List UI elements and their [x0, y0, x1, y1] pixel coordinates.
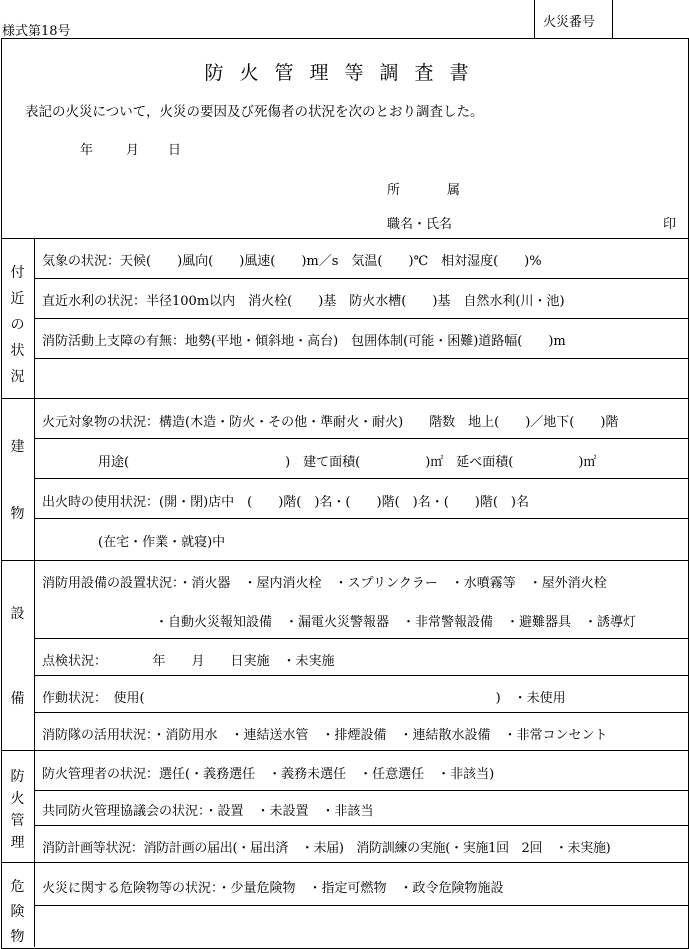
row-divider — [34, 278, 688, 279]
row-divider — [34, 712, 688, 713]
structure-row: 火元対象物の状況：構造(木造・防火・その他・準耐火・耐火) 階数 地上( )／地下( )階 — [42, 415, 619, 430]
section-label-char: 物 — [10, 506, 25, 522]
section-label-char: 付 — [10, 265, 25, 281]
fire-manager-row: 防火管理者の状況：選任(・義務選任 ・義務未選任 ・任意選任 ・非該当) — [42, 767, 495, 782]
row-divider — [34, 790, 688, 791]
usage-area-row: 用途( ) 建て面積( )㎡ 延べ面積( )㎡ — [98, 455, 597, 470]
page-title: 防火管理等調査書 — [204, 62, 485, 84]
row-divider — [34, 825, 688, 826]
row-divider — [34, 358, 688, 359]
section-label-surroundings — [1, 262, 34, 386]
fire-number-label: 火災番号 — [543, 15, 596, 30]
affiliation-label-2: 属 — [447, 183, 461, 198]
row-divider — [34, 518, 688, 519]
section-label-char: 況 — [10, 369, 25, 385]
row-divider — [34, 318, 688, 319]
occupancy-mode-row: (在宅・作業・就寝)中 — [98, 535, 226, 550]
section-label-char: 管 — [10, 813, 25, 829]
section-label-hazardous — [1, 876, 34, 946]
form-number: 様式第18号 — [2, 24, 71, 39]
section-divider — [1, 862, 688, 863]
header-bottom-line — [1, 238, 688, 239]
operation-row: 作動状況： 使用( ) ・未使用 — [42, 691, 566, 706]
section-label-char: 険 — [10, 904, 25, 920]
section-label-fire-prevention — [1, 766, 34, 852]
affiliation-label-1: 所 — [387, 183, 401, 198]
fire-plan-row: 消防計画等状況：消防計画の届出(・届出済 ・未届) 消防訓練の実施(・実施1回 2回 ・未実施) — [42, 841, 611, 856]
label-column-divider — [34, 238, 35, 947]
equipment-installation-row-2: ・自動火災報知設備 ・漏電火災警報器 ・非常警報設備 ・避難器具 ・誘導灯 — [155, 615, 637, 630]
section-label-char: 状 — [10, 343, 25, 359]
section-label-char: 危 — [10, 879, 25, 895]
hazardous-materials-row: 火災に関する危険物等の状況：・少量危険物 ・指定可燃物 ・政令危険物施設 — [42, 881, 504, 896]
section-divider — [1, 398, 688, 399]
firefighting-obstacle-row: 消防活動上支障の有無：地勢(平地・傾斜地・高台) 包囲体制(可能・困難)道路幅( )m — [42, 334, 566, 349]
position-name-label: 職名・氏名 — [387, 217, 453, 232]
row-divider — [34, 638, 688, 639]
section-divider — [1, 560, 688, 561]
section-label-char: 理 — [10, 835, 25, 851]
weather-row: 気象の状況：天候( )風向( )風速( )m／s 気温( )℃ 相対湿度( )% — [42, 254, 542, 269]
section-label-char: 火 — [10, 791, 25, 807]
occupancy-row: 出火時の使用状況：(開・閉)店中 ( )階( )名・( )階( )名・( )階( )名 — [42, 495, 530, 510]
row-divider — [34, 438, 688, 439]
fire-brigade-usage-row: 消防隊の活用状況：・消防用水 ・連結送水管 ・排煙設備 ・連結散水設備 ・非常コンセント — [42, 728, 608, 743]
intro-text: 表記の火災について，火災の要因及び死傷者の状況を次のとおり調査した。 — [25, 104, 484, 120]
section-label-equipment — [1, 603, 34, 708]
fire-number-box — [534, 0, 689, 39]
fire-number-divider — [612, 0, 613, 38]
section-label-char: 建 — [10, 439, 25, 455]
water-source-row: 直近水利の状況：半径100m以内 消火栓( )基 防火水槽( )基 自然水利(川・池) — [42, 294, 565, 309]
date-year-label: 年 — [80, 143, 94, 158]
section-label-char: 設 — [10, 606, 25, 622]
date-month-label: 月 — [126, 143, 140, 158]
section-label-char: 近 — [10, 291, 25, 307]
equipment-installation-row: 消防用設備の設置状況：・消火器 ・屋内消火栓 ・スプリンクラー ・水噴霧等 ・屋外消火栓 — [42, 576, 607, 591]
row-divider — [34, 675, 688, 676]
joint-council-row: 共同防火管理協議会の状況：・設置 ・未設置 ・非該当 — [42, 804, 374, 819]
section-label-char: 物 — [10, 929, 25, 945]
seal-label: 印 — [663, 217, 677, 232]
section-label-char: 防 — [10, 769, 25, 785]
row-divider — [34, 905, 688, 906]
inspection-row: 点検状況： 年 月 日実施 ・未実施 — [42, 654, 335, 669]
section-label-char: 備 — [10, 691, 25, 707]
section-label-building — [1, 436, 34, 523]
section-divider — [1, 750, 688, 751]
date-day-label: 日 — [168, 143, 182, 158]
row-divider — [34, 478, 688, 479]
section-label-char: の — [10, 317, 25, 333]
